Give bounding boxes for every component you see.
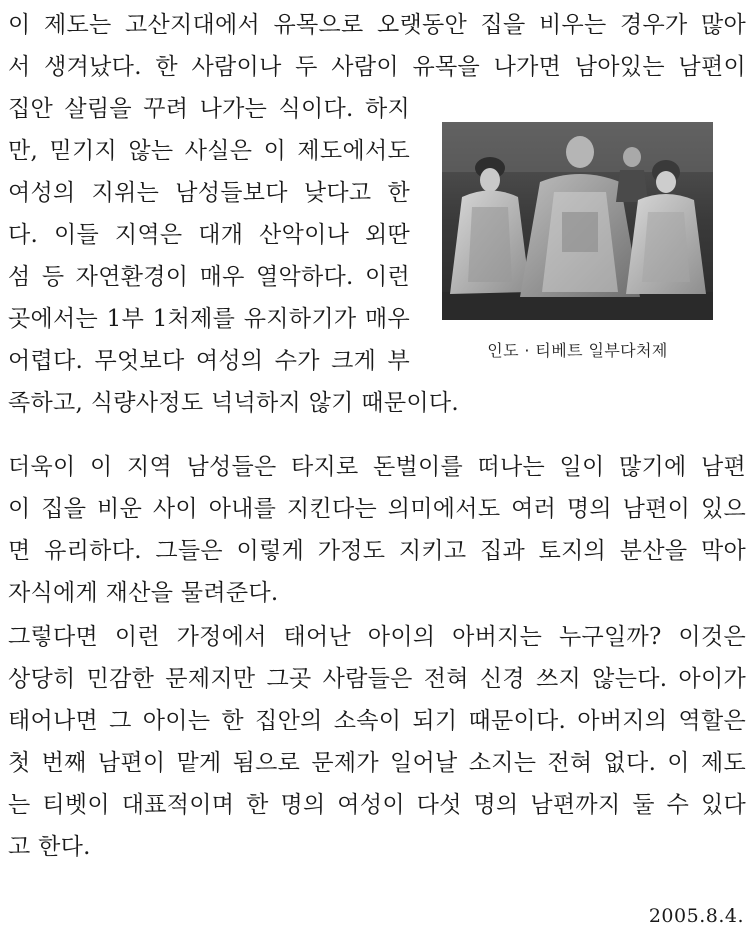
text-line: 여성의 지위는 남성들보다 낮다고 한	[8, 180, 410, 206]
text-line: 곳에서는 1부 1처제를 유지하기가 매우	[8, 306, 410, 332]
text-line: 자식에게 재산을 물려준다.	[8, 580, 279, 606]
family-photo	[442, 122, 713, 320]
text-line: 이 제도는 고산지대에서 유목으로 오랫동안 집을 비우는 경우가 많아	[8, 12, 746, 38]
text-line: 만, 믿기지 않는 사실은 이 제도에서도	[8, 138, 410, 164]
text-line: 다. 이들 지역은 대개 산악이나 외딴	[8, 222, 410, 248]
text-line: 태어나면 그 아이는 한 집안의 소속이 되기 때문이다. 아버지의 역할은	[8, 708, 746, 734]
text-line: 어렵다. 무엇보다 여성의 수가 크게 부	[8, 348, 410, 374]
publish-date: 2005.8.4.	[648, 905, 744, 927]
text-line: 그렇다면 이런 가정에서 태어난 아이의 아버지는 누구일까? 이것은	[8, 624, 746, 650]
text-line: 족하고, 식량사정도 넉넉하지 않기 때문이다.	[8, 390, 459, 416]
text-line: 서 생겨났다. 한 사람이나 두 사람이 유목을 나가면 남아있는 남편이	[8, 54, 746, 80]
text-line: 이 집을 비운 사이 아내를 지킨다는 의미에서도 여러 명의 남편이 있으	[8, 496, 746, 522]
text-line: 면 유리하다. 그들은 이렇게 가정도 지키고 집과 토지의 분산을 막아	[8, 538, 746, 564]
text-line: 상당히 민감한 문제지만 그곳 사람들은 전혀 신경 쓰지 않는다. 아이가	[8, 666, 746, 692]
text-line: 고 한다.	[8, 834, 91, 860]
photo-caption: 인도 · 티베트 일부다처제	[487, 341, 668, 360]
text-line: 섬 등 자연환경이 매우 열악하다. 이런	[8, 264, 410, 290]
text-line: 집안 살림을 꾸려 나가는 식이다. 하지	[8, 96, 410, 122]
text-line: 는 티벳이 대표적이며 한 명의 여성이 다섯 명의 남편까지 둘 수 있다	[8, 792, 746, 818]
text-line: 더욱이 이 지역 남성들은 타지로 돈벌이를 떠나는 일이 많기에 남편	[8, 454, 746, 480]
text-line: 첫 번째 남편이 맡게 됨으로 문제가 일어날 소지는 전혀 없다. 이 제도	[8, 750, 746, 776]
